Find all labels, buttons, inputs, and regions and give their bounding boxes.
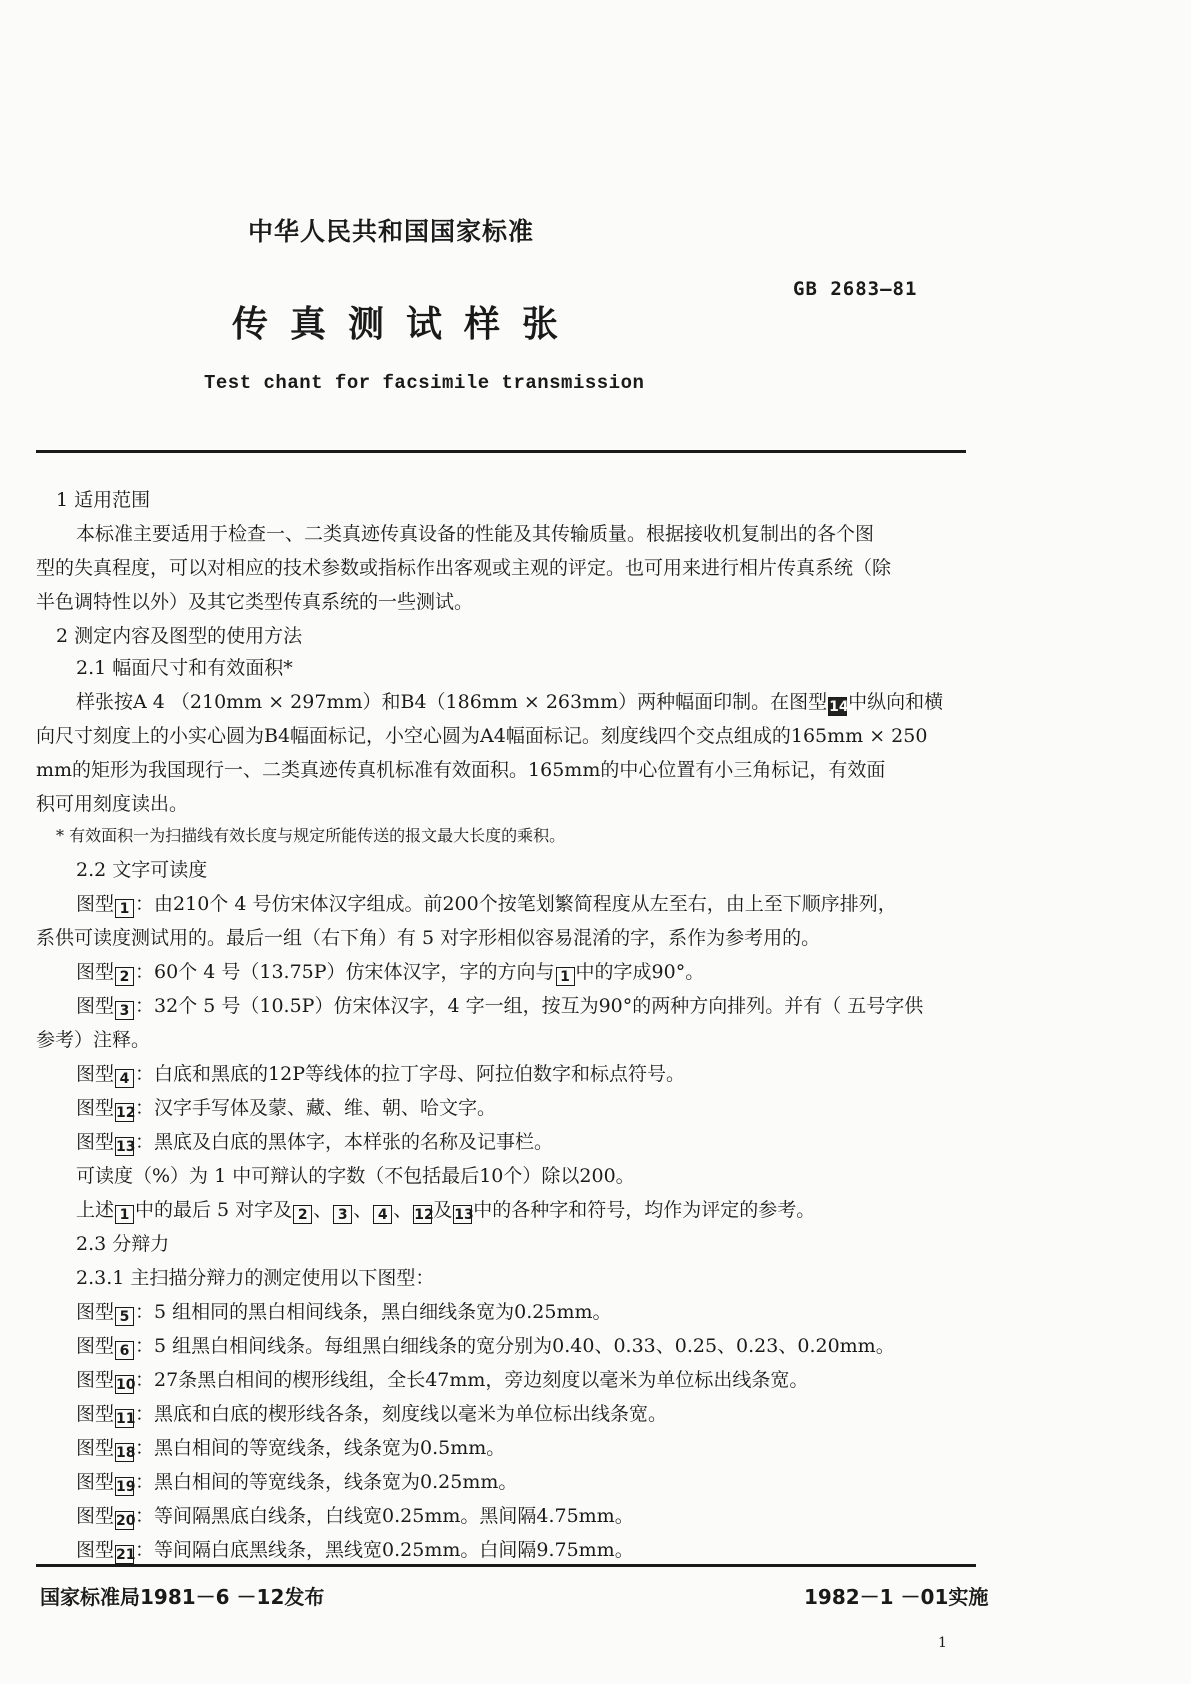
- page-title: 传真测试样张: [232, 304, 581, 345]
- section-1-heading: 1 适用范围: [56, 489, 151, 511]
- text: ：黑底和白底的楔形线各条，刻度线以毫米为单位标出线条宽。: [135, 1403, 668, 1425]
- figure-ref-2: 2: [293, 1205, 312, 1224]
- figure-desc-6: [76, 1331, 895, 1360]
- figure-desc-1: [76, 889, 897, 918]
- figure-ref-4: 4: [373, 1205, 392, 1224]
- text: ：黑底及白底的黑体字，本样张的名称及记事栏。: [135, 1131, 554, 1153]
- standard-code: GB 2683—81: [793, 278, 918, 300]
- figure-ref-1: 1: [556, 967, 575, 986]
- figure-ref-6: 6: [115, 1341, 134, 1360]
- figure-desc-20: [76, 1501, 634, 1530]
- text: 中纵向和横: [848, 691, 944, 713]
- bottom-divider: [36, 1564, 976, 1567]
- issue-date: 国家标准局1981－6 －12发布: [40, 1585, 325, 1609]
- text: ：由210个 4 号仿宋体汉字组成。前200个按笔划繁简程度从左至右，由上至下顺序排列，: [135, 893, 897, 915]
- figure-ref-3: 3: [115, 1001, 134, 1020]
- figure-ref-10: 10: [116, 1377, 136, 1393]
- figure-desc-4: [76, 1059, 685, 1088]
- paragraph-line: 型的失真程度，可以对相应的技术参数或指标作出客观或主观的评定。也可用来进行相片传真系统（除: [36, 557, 892, 579]
- footnote: * 有效面积一为扫描线有效长度与规定所能传送的报文最大长度的乘积。: [56, 826, 566, 845]
- paragraph-line: 系供可读度测试用的。最后一组（右下角）有 5 对字形相似容易混淆的字，系作为参考用的。: [36, 927, 821, 949]
- figure-ref-20: 20: [116, 1513, 136, 1529]
- text: ：等间隔黑底白线条，白线宽0.25mm。黑间隔4.75mm。: [135, 1505, 634, 1527]
- figure-ref-14: 14: [829, 699, 849, 715]
- text: 中的各种字和符号，均作为评定的参考。: [473, 1199, 816, 1221]
- figure-ref-4: 4: [115, 1069, 134, 1088]
- text: ：黑白相间的等宽线条，线条宽为0.25mm。: [135, 1471, 518, 1493]
- text: 样张按A 4 （210mm × 297mm）和B4（186mm × 263mm）两种幅面印制。在图型: [76, 691, 828, 713]
- text: 中的字成90°。: [575, 961, 705, 983]
- figure-ref-12: 12: [414, 1207, 434, 1223]
- figure-ref-1: 1: [115, 1205, 134, 1224]
- text: ：白底和黑底的12P等线体的拉丁字母、阿拉伯数字和标点符号。: [135, 1063, 685, 1085]
- fig-prefix: 图型: [76, 1437, 115, 1459]
- text: ：等间隔白底黑线条，黑线宽0.25mm。白间隔9.75mm。: [135, 1539, 634, 1561]
- fig-prefix: 图型: [76, 1063, 115, 1085]
- figure-ref-1: 1: [115, 899, 134, 918]
- fig-prefix: 图型: [76, 1097, 115, 1119]
- text: 、: [393, 1199, 413, 1221]
- figure-desc-3: [76, 991, 923, 1020]
- fig-prefix: 图型: [76, 1471, 115, 1493]
- effective-date: 1982－1 －01实施: [804, 1585, 989, 1609]
- figure-desc-2: [76, 957, 704, 986]
- fig-prefix: 图型: [76, 893, 115, 915]
- figure-ref-2: 2: [115, 967, 134, 986]
- figure-ref-5: 5: [115, 1307, 134, 1326]
- figure-ref-11: 11: [116, 1411, 136, 1427]
- english-title: Test chant for facsimile transmission: [204, 372, 645, 394]
- text: ：60个 4 号（13.75P）仿宋体汉字，字的方向与: [135, 961, 555, 983]
- text: ：黑白相间的等宽线条，线条宽为0.5mm。: [135, 1437, 506, 1459]
- fig-prefix: 图型: [76, 1301, 115, 1323]
- fig-prefix: 图型: [76, 1403, 115, 1425]
- paragraph-line: 半色调特性以外）及其它类型传真系统的一些测试。: [36, 591, 474, 613]
- section-2-2-heading: 2.2 文字可读度: [76, 859, 208, 881]
- figure-ref-18: 18: [116, 1445, 136, 1461]
- figure-desc-12: [76, 1093, 496, 1122]
- fig-prefix: 图型: [76, 1369, 115, 1391]
- text: ：5 组相同的黑白相间线条，黑白细线条宽为0.25mm。: [135, 1301, 612, 1323]
- text: 、: [313, 1199, 333, 1221]
- paragraph-line: mm的矩形为我国现行一、二类真迹传真机标准有效面积。165mm的中心位置有小三角标记，有效面: [36, 759, 886, 781]
- fig-prefix: 图型: [76, 995, 115, 1017]
- figure-desc-13: [76, 1127, 553, 1156]
- figure-desc-21: [76, 1535, 634, 1564]
- figure-ref-3: 3: [333, 1205, 352, 1224]
- text: ：32个 5 号（10.5P）仿宋体汉字，4 字一组，按互为90°的两种方向排列。并有（ 五号字供: [135, 995, 924, 1017]
- fig-prefix: 图型: [76, 1131, 115, 1153]
- paragraph-line: 本标准主要适用于检查一、二类真迹传真设备的性能及其传输质量。根据接收机复制出的各个图: [76, 523, 875, 545]
- figure-ref-13: 13: [116, 1139, 136, 1155]
- figure-desc-11: [76, 1399, 667, 1428]
- text: ：汉字手写体及蒙、藏、维、朝、哈文字。: [135, 1097, 497, 1119]
- fig-prefix: 图型: [76, 1505, 115, 1527]
- fig-prefix: 图型: [76, 1539, 115, 1561]
- top-divider: [36, 450, 966, 453]
- figure-desc-18: [76, 1433, 505, 1462]
- paragraph-line: 参考）注释。: [36, 1029, 151, 1051]
- fig-prefix: 图型: [76, 1335, 115, 1357]
- paragraph-line: 向尺寸刻度上的小实心圆为B4幅面标记，小空心圆为A4幅面标记。刻度线四个交点组成的165mm × 250: [36, 725, 928, 747]
- page-number: 1: [938, 1635, 947, 1651]
- paragraph-line: 可读度（%）为 1 中可辩认的字数（不包括最后10个）除以200。: [76, 1165, 635, 1187]
- figure-desc-19: [76, 1467, 517, 1496]
- text: 及: [433, 1199, 453, 1221]
- text: 上述: [76, 1199, 115, 1221]
- figure-desc-10: [76, 1365, 808, 1394]
- figure-desc-5: [76, 1297, 611, 1326]
- figure-ref-21: 21: [116, 1547, 136, 1563]
- paragraph-line: [76, 687, 943, 716]
- figure-ref-19: 19: [116, 1479, 136, 1495]
- org-title: 中华人民共和国国家标准: [248, 217, 535, 246]
- section-2-3-heading: 2.3 分辩力: [76, 1233, 170, 1255]
- text: ：27条黑白相间的楔形线组，全长47mm，旁边刻度以毫米为单位标出线条宽。: [135, 1369, 809, 1391]
- fig-prefix: 图型: [76, 961, 115, 983]
- figure-ref-13: 13: [454, 1207, 474, 1223]
- section-2-1-heading: 2.1 幅面尺寸和有效面积*: [76, 657, 293, 679]
- paragraph-line: 积可用刻度读出。: [36, 793, 189, 815]
- text: ：5 组黑白相间线条。每组黑白细线条的宽分别为0.40、0.33、0.25、0.23、0.20mm。: [135, 1335, 895, 1357]
- text: 、: [353, 1199, 373, 1221]
- section-2-heading: 2 测定内容及图型的使用方法: [56, 625, 303, 647]
- text: 中的最后 5 对字及: [135, 1199, 293, 1221]
- section-2-3-1-heading: 2.3.1 主扫描分辩力的测定使用以下图型：: [76, 1267, 435, 1289]
- paragraph-line: [76, 1195, 815, 1224]
- figure-ref-12: 12: [116, 1105, 136, 1121]
